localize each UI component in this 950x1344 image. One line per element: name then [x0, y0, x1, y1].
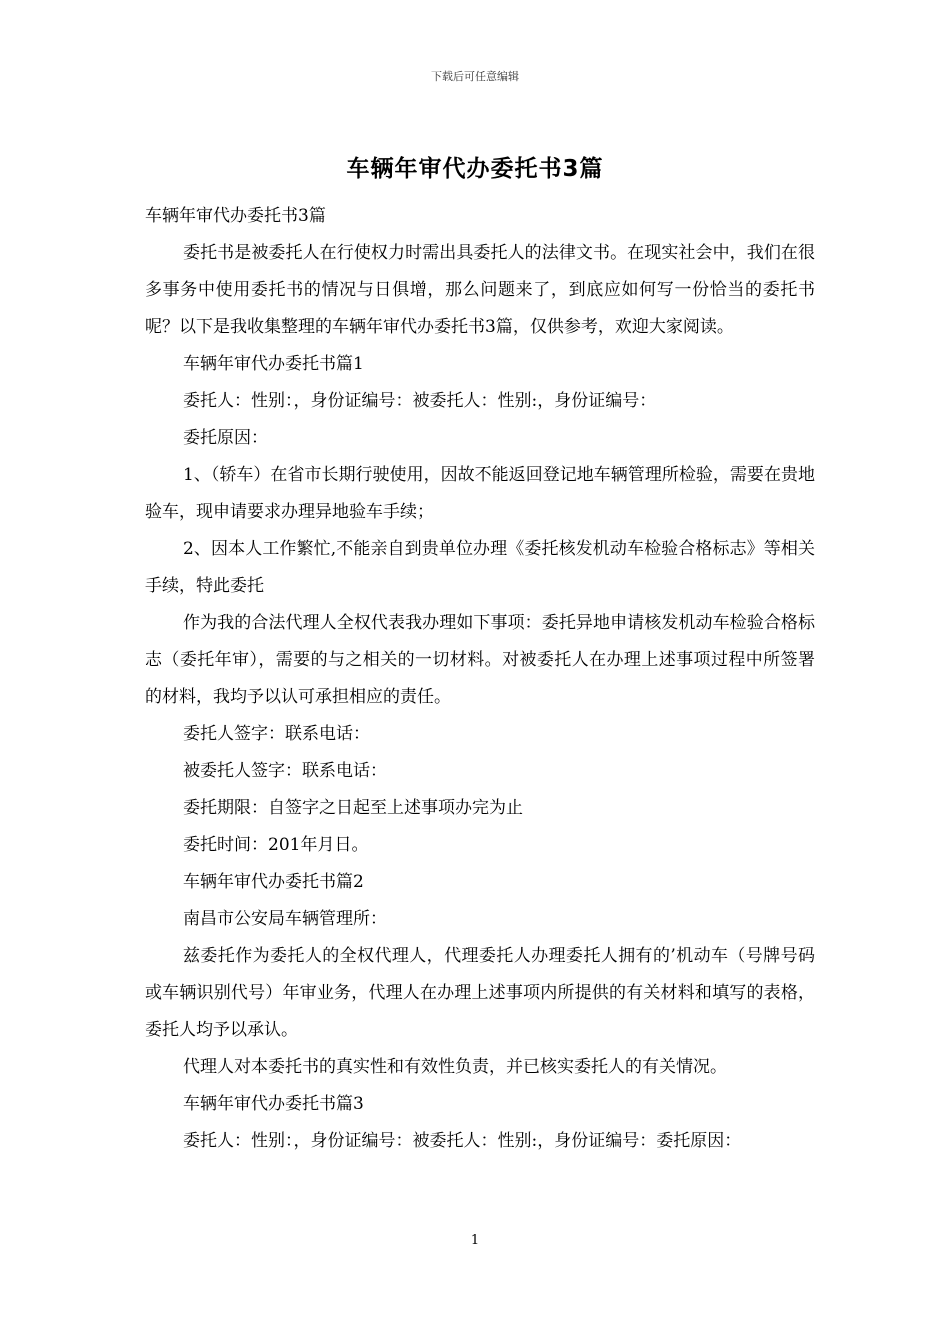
section-heading: 车辆年审代办委托书篇1	[183, 354, 364, 374]
paragraph: 代理人对本委托书的真实性和有效性负责，并已核实委托人的有关情况。	[183, 1057, 727, 1077]
paragraph: 车辆年审代办委托书3篇	[145, 206, 326, 226]
paragraph: 委托原因：	[183, 428, 268, 448]
paragraph: 2、因本人工作繁忙,不能亲自到贵单位办理《委托核发机动车检验合格标志》等相关手续，特此委托	[145, 539, 815, 596]
paragraph: 兹委托作为委托人的全权代理人，代理委托人办理委托人拥有的’机动车（号牌号码或车辆识别代号）年审业务，代理人在办理上述事项内所提供的有关材料和填写的表格，委托人均予以承认。	[145, 946, 815, 1040]
paragraph: 1、（轿车）在省市长期行驶使用，因故不能返回登记地车辆管理所检验，需要在贵地验车，现申请要求办理异地验车手续；	[145, 465, 815, 522]
paragraph: 南昌市公安局车辆管理所：	[183, 909, 387, 929]
page-number: 1	[470, 1233, 480, 1248]
paragraph: 委托人签字：联系电话：	[183, 724, 370, 744]
section-heading: 车辆年审代办委托书篇3	[183, 1094, 364, 1114]
paragraph: 委托时间：201年月日。	[183, 835, 369, 855]
section-heading: 车辆年审代办委托书篇2	[183, 872, 364, 892]
paragraph: 委托人：性别：，身份证编号：被委托人：性别:，身份证编号：	[183, 391, 657, 411]
page-header: 下载后可任意编辑	[431, 70, 519, 83]
paragraph: 作为我的合法代理人全权代表我办理如下事项：委托异地申请核发机动车检验合格标志（委托年审），需要的与之相关的一切材料。对被委托人在办理上述事项过程中所签署的材料，我均予以认可承担相应的责任。	[145, 613, 815, 707]
paragraph: 被委托人签字：联系电话：	[183, 761, 387, 781]
paragraph: 委托书是被委托人在行使权力时需出具委托人的法律文书。在现实社会中，我们在很多事务中使用委托书的情况与日俱增，那么问题来了，到底应如何写一份恰当的委托书呢？以下是我收集整理的车辆年审代办委托书3篇，仅供参考，欢迎大家阅读。	[145, 243, 815, 337]
document-title: 车辆年审代办委托书3篇	[346, 156, 604, 182]
paragraph: 委托期限：自签字之日起至上述事项办完为止	[183, 798, 523, 818]
document-body	[145, 198, 815, 1160]
paragraph: 委托人：性别：，身份证编号：被委托人：性别:，身份证编号：委托原因：	[183, 1131, 742, 1151]
